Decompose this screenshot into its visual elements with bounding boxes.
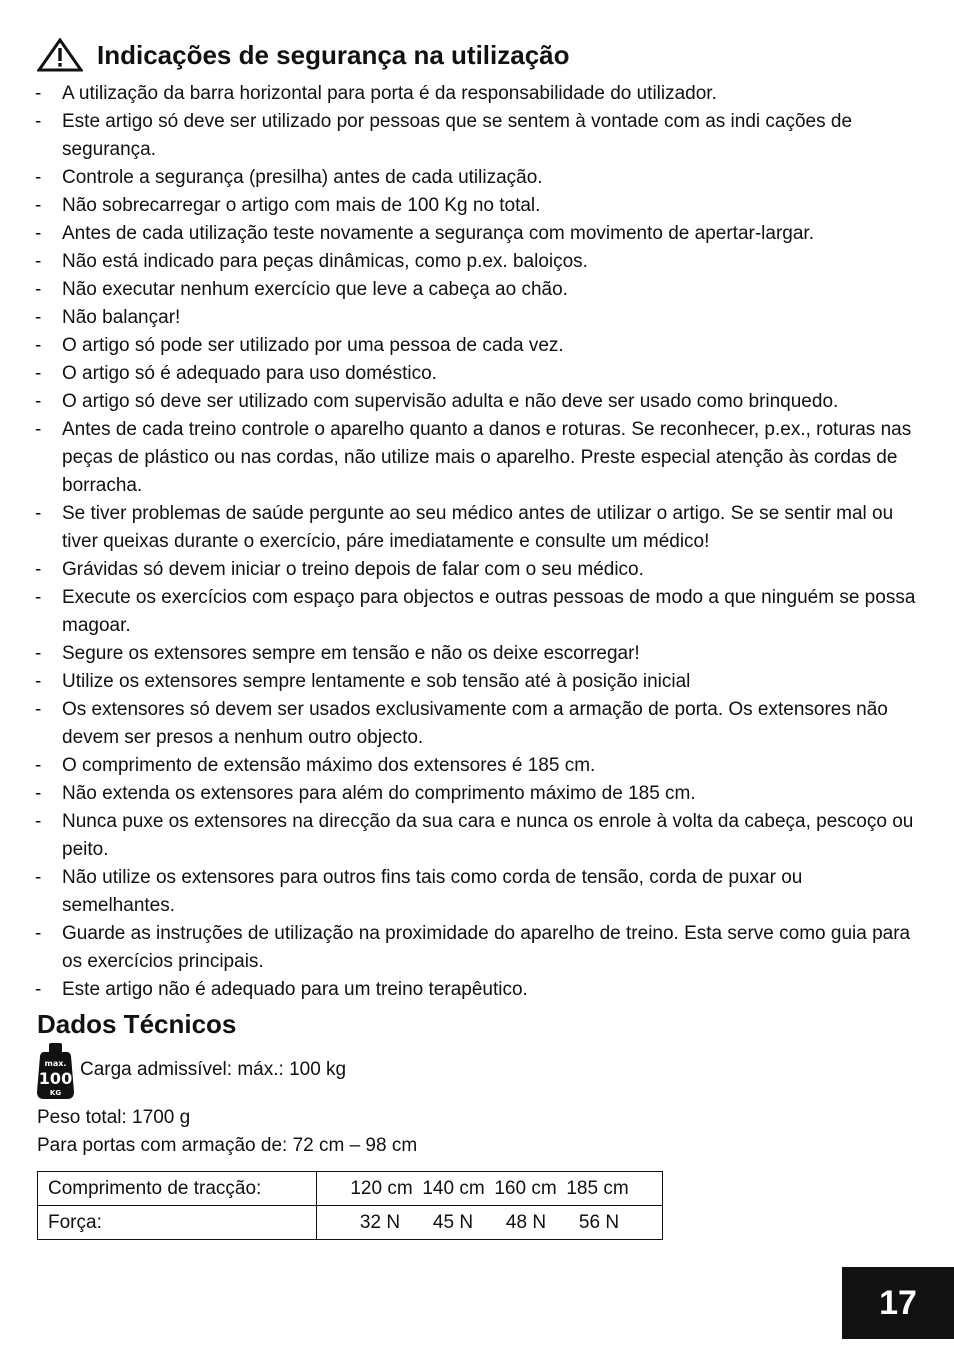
page-number-box	[842, 1267, 954, 1339]
safety-item-text: Não balançar!	[62, 307, 181, 328]
safety-item-text: Antes de cada treino controle o aparelho quanto a danos e roturas. Se reconhecer, p.ex., roturas nas peças de plástico ou nas cordas, não utilize mais o aparelho. Preste especial atenção às cordas de borracha.	[62, 419, 912, 496]
safety-list-item	[33, 920, 918, 976]
safety-list-item	[33, 80, 918, 108]
safety-item-text: A utilização da barra horizontal para porta é da responsabilidade do utilizador.	[62, 83, 717, 104]
total-weight: Peso total: 1700 g	[37, 1107, 191, 1128]
safety-list-item	[33, 780, 918, 808]
bullet-dash: -	[35, 699, 42, 720]
spec-row-force	[38, 1206, 663, 1240]
tech-heading: Dados Técnicos	[37, 1009, 237, 1039]
bullet-dash: -	[35, 335, 42, 356]
spec-values-cell	[317, 1172, 663, 1206]
safety-item-text: Não executar nenhum exercício que leve a cabeça ao chão.	[62, 279, 568, 300]
safety-list-item	[33, 164, 918, 192]
bullet-dash: -	[35, 867, 42, 888]
safety-item-text: O comprimento de extensão máximo dos extensores é 185 cm.	[62, 755, 596, 776]
bullet-dash: -	[35, 755, 42, 776]
safety-list-item	[33, 388, 918, 416]
safety-list-item	[33, 696, 918, 752]
safety-list-item	[33, 332, 918, 360]
spec-value: 45 N	[432, 1211, 474, 1233]
spec-values-cell	[317, 1206, 663, 1240]
safety-item-text: Antes de cada utilização teste novamente a segurança com movimento de apertar-largar.	[62, 223, 814, 244]
spec-value: 56 N	[578, 1211, 620, 1233]
spec-row-length	[38, 1172, 663, 1206]
safety-item-text: O artigo só é adequado para uso doméstico.	[62, 363, 437, 384]
door-frame-range: Para portas com armação de: 72 cm – 98 cm	[37, 1135, 418, 1156]
bullet-dash: -	[35, 419, 42, 440]
safety-list-item	[33, 192, 918, 220]
bullet-dash: -	[35, 923, 42, 944]
bullet-dash: -	[35, 643, 42, 664]
safety-item-text: Os extensores só devem ser usados exclusivamente com a armação de porta. Os extensores não devem ser presos a nenhum outro objecto.	[62, 699, 888, 748]
page-number: 17	[879, 1283, 917, 1322]
bullet-dash: -	[35, 223, 42, 244]
safety-title: Indicações de segurança na utilização	[97, 39, 570, 70]
bullet-dash: -	[35, 167, 42, 188]
safety-list-item	[33, 640, 918, 668]
safety-item-text: O artigo só deve ser utilizado com supervisão adulta e não deve ser usado como brinquedo.	[62, 391, 839, 412]
safety-item-text: Nunca puxe os extensores na direcção da sua cara e nunca os enrole à volta da cabeça, pescoço ou peito.	[62, 811, 914, 860]
spec-value: 32 N	[359, 1211, 401, 1233]
bullet-dash: -	[35, 251, 42, 272]
bullet-dash: -	[35, 111, 42, 132]
bullet-dash: -	[35, 783, 42, 804]
load-capacity-line	[37, 1042, 346, 1100]
safety-list-item	[33, 416, 918, 500]
safety-list-item	[33, 864, 918, 920]
safety-item-text: Este artigo só deve ser utilizado por pessoas que se sentem à vontade com as indi cações de segurança.	[62, 111, 853, 160]
spec-value: 140 cm	[422, 1177, 485, 1199]
safety-item-text: Utilize os extensores sempre lentamente e sob tensão até à posição inicial	[62, 671, 691, 692]
safety-item-text: Não está indicado para peças dinâmicas, como p.ex. baloiços.	[62, 251, 588, 272]
spec-value: 120 cm	[350, 1177, 413, 1199]
spec-value: 185 cm	[566, 1177, 629, 1199]
safety-list-item	[33, 500, 918, 556]
safety-heading	[37, 38, 570, 72]
safety-list-item	[33, 304, 918, 332]
safety-item-text: Não extenda os extensores para além do comprimento máximo de 185 cm.	[62, 783, 696, 804]
warning-triangle-icon	[37, 38, 83, 72]
safety-list-item	[33, 976, 918, 1004]
safety-list-item	[33, 108, 918, 164]
safety-list-item	[33, 248, 918, 276]
safety-item-text: Guarde as instruções de utilização na proximidade do aparelho de treino. Esta serve como guia para os exercícios principais.	[62, 923, 911, 972]
bullet-dash: -	[35, 979, 42, 1000]
safety-item-text: Controle a segurança (presilha) antes de cada utilização.	[62, 167, 543, 188]
bullet-dash: -	[35, 671, 42, 692]
weight-icon-value: 100	[38, 1069, 73, 1088]
safety-list-item	[33, 668, 918, 696]
safety-list-item	[33, 220, 918, 248]
safety-item-text: O artigo só pode ser utilizado por uma pessoa de cada vez.	[62, 335, 564, 356]
bullet-dash: -	[35, 587, 42, 608]
safety-item-text: Não utilize os extensores para outros fins tais como corda de tensão, corda de puxar ou semelhantes.	[62, 867, 803, 916]
safety-list-item	[33, 752, 918, 780]
load-capacity-text: Carga admissível: máx.: 100 kg	[80, 1059, 347, 1080]
safety-list-item	[33, 808, 918, 864]
safety-list-item	[33, 584, 918, 640]
safety-item-text: Execute os exercícios com espaço para objectos e outras pessoas de modo a que ninguém se possa magoar.	[62, 587, 916, 636]
safety-item-text: Grávidas só devem iniciar o treino depois de falar com o seu médico.	[62, 559, 644, 580]
safety-item-text: Se tiver problemas de saúde pergunte ao seu médico antes de utilizar o artigo. Se se sentir mal ou tiver queixas durante o exercício, páre imediatamente e consulte um médico!	[62, 503, 894, 552]
safety-item-text: Este artigo não é adequado para um treino terapêutico.	[62, 979, 528, 1000]
safety-list	[33, 80, 918, 1004]
spec-value: 160 cm	[494, 1177, 557, 1199]
bullet-dash: -	[35, 195, 42, 216]
safety-list-item	[33, 360, 918, 388]
safety-list-item	[33, 276, 918, 304]
bullet-dash: -	[35, 811, 42, 832]
bullet-dash: -	[35, 279, 42, 300]
safety-list-item	[33, 556, 918, 584]
bullet-dash: -	[35, 503, 42, 524]
weight-icon-unit: KG	[49, 1089, 62, 1097]
bullet-dash: -	[35, 391, 42, 412]
spec-label: Força:	[38, 1206, 317, 1240]
bullet-dash: -	[35, 363, 42, 384]
spec-table	[37, 1171, 663, 1240]
bullet-dash: -	[35, 559, 42, 580]
safety-item-text: Segure os extensores sempre em tensão e não os deixe escorregar!	[62, 643, 640, 664]
safety-item-text: Não sobrecarregar o artigo com mais de 100 Kg no total.	[62, 195, 541, 216]
spec-value: 48 N	[505, 1211, 547, 1233]
weight-icon-top-label: max.	[44, 1059, 67, 1068]
spec-label: Comprimento de tracção:	[38, 1172, 317, 1206]
bullet-dash: -	[35, 83, 42, 104]
max-load-weight-icon	[37, 1042, 74, 1100]
bullet-dash: -	[35, 307, 42, 328]
